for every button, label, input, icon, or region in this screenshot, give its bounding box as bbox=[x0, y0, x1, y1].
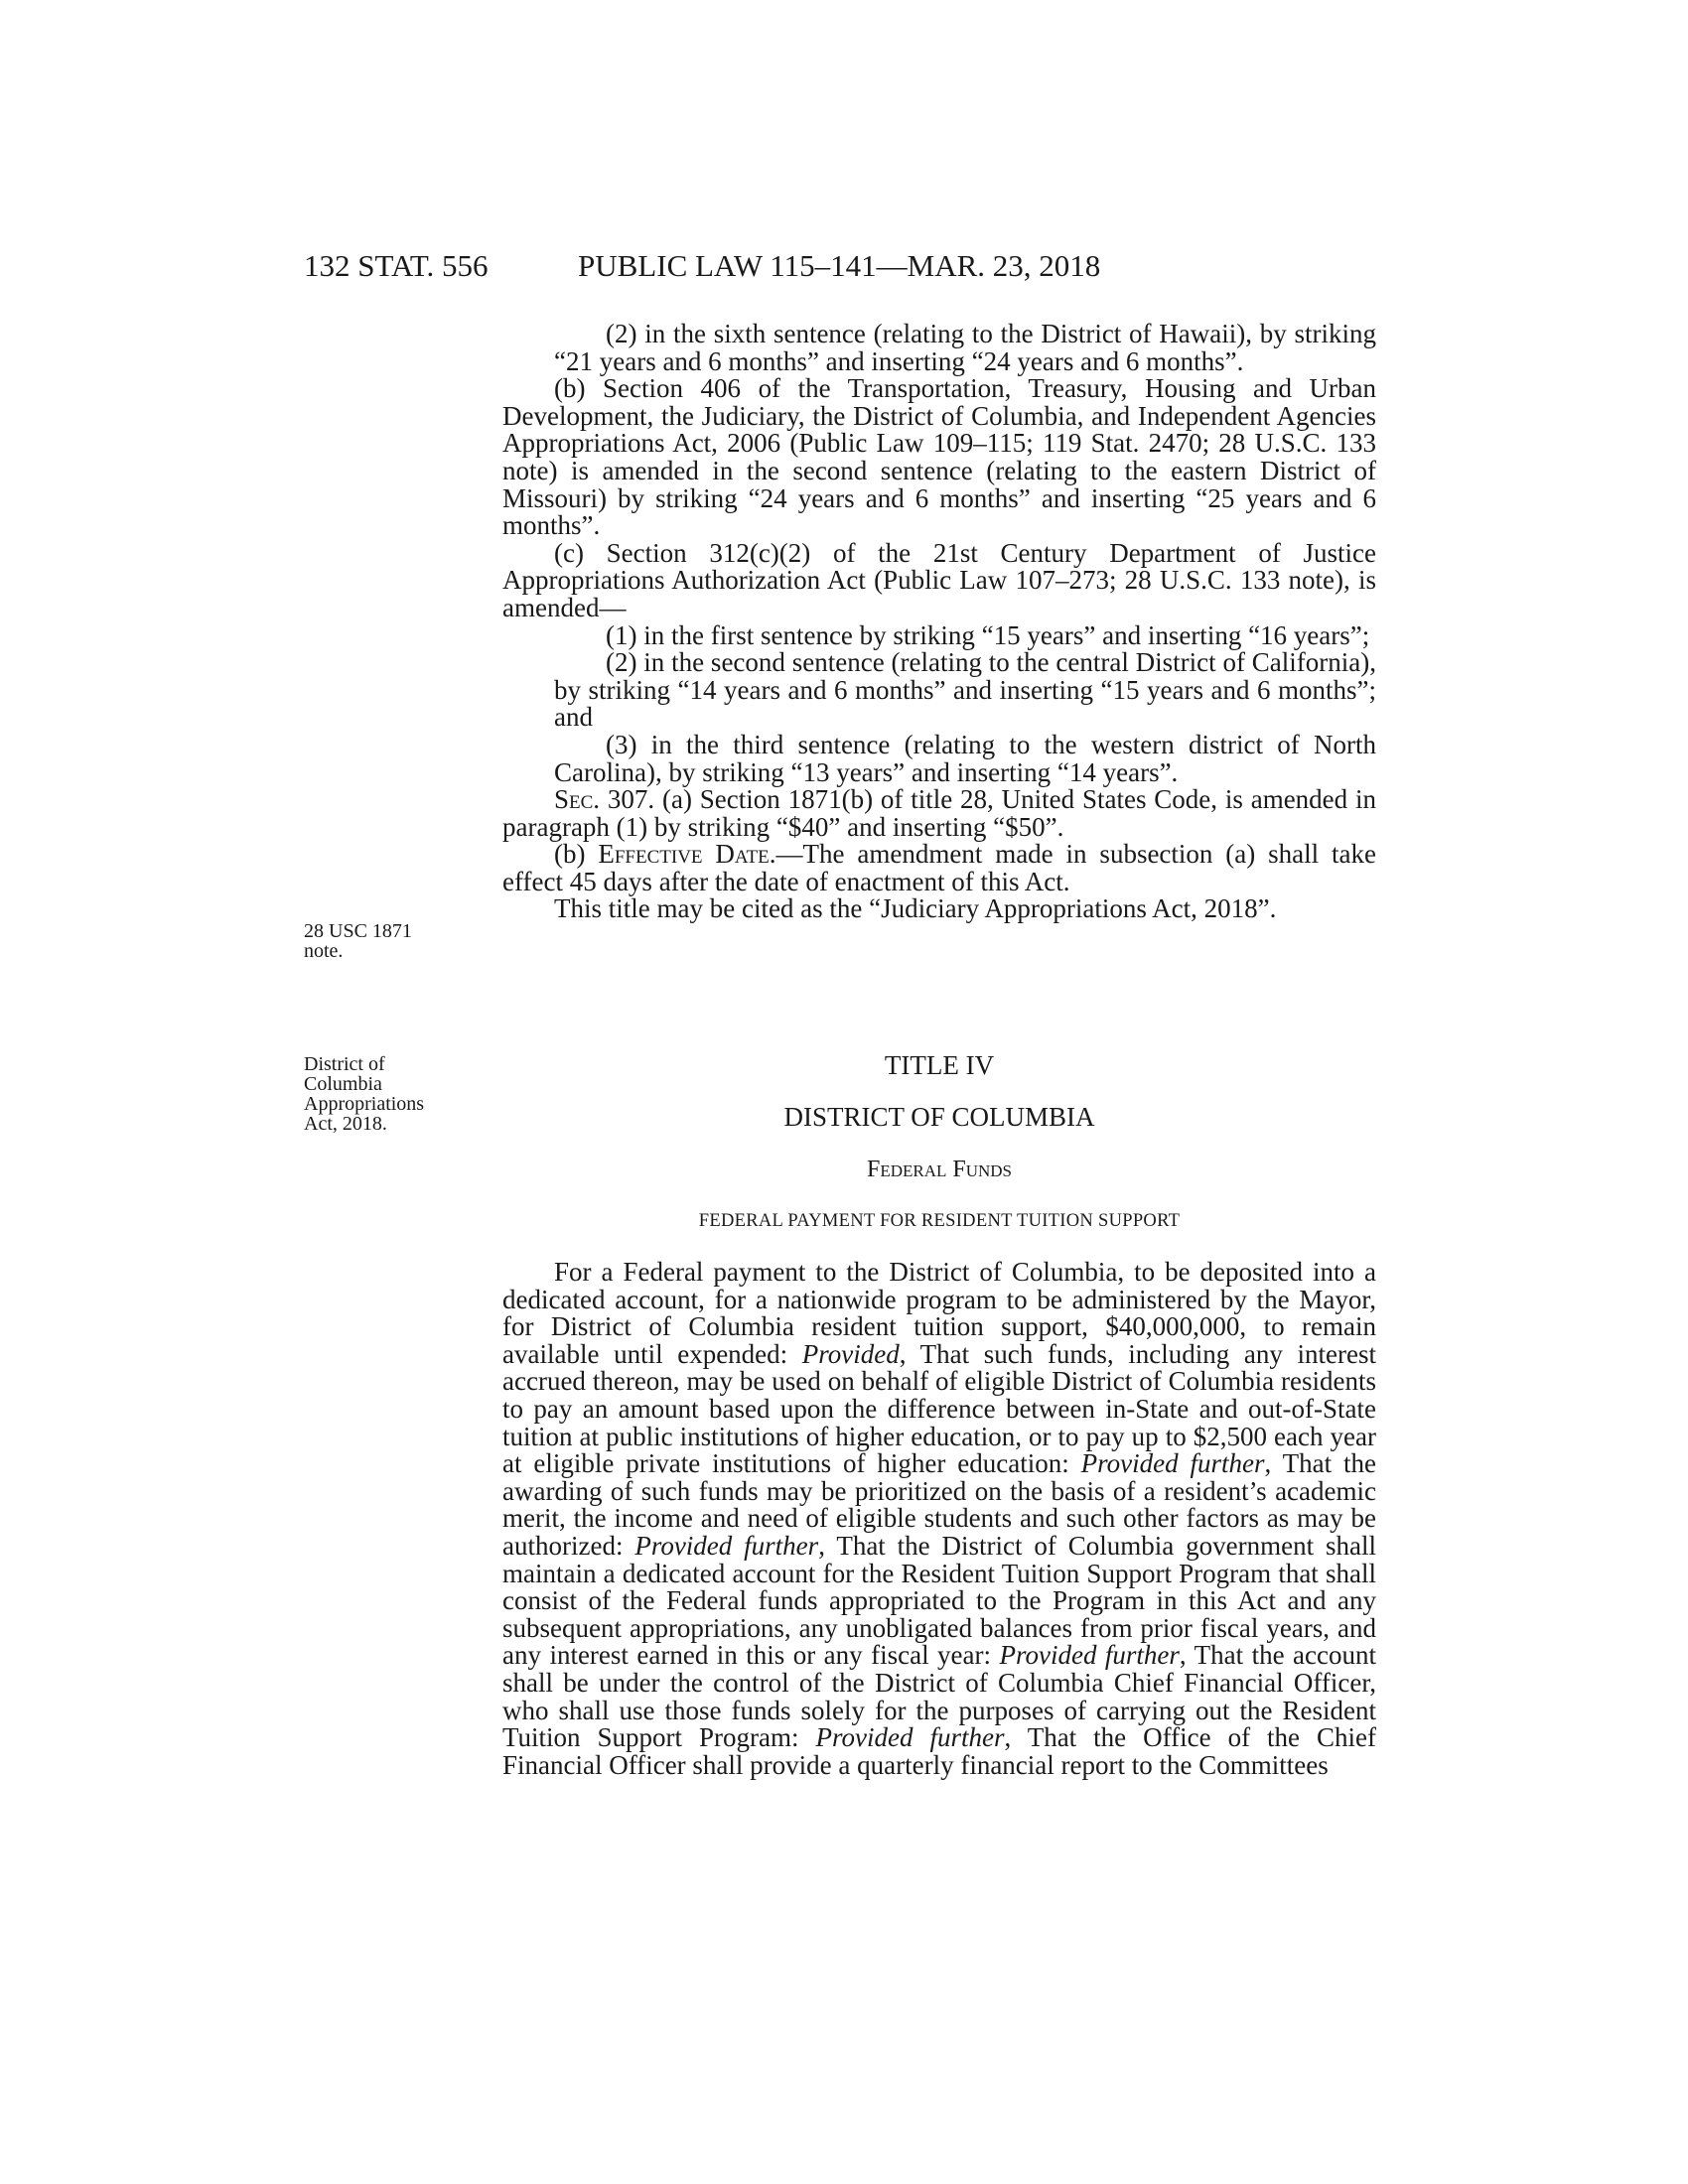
paragraph: (3) in the third sentence (relating to the western district of North Carolina), by striking “13 years” and inserting “14 years”. bbox=[554, 729, 1376, 787]
paragraph: (2) in the second sentence (relating to the central District of California), by striking “14 years and 6 months” and inserting “15 years and 6 months”; and bbox=[554, 647, 1376, 733]
paragraph-text: , That such funds, including any interest accrued thereon, may be used on behalf of eligible District of Columbia residents to pay an amount based upon the difference between in-State and out-of-State tuition at public institutions of higher education, or to pay up to $2,500 each year at eligible private institutions of higher education: bbox=[502, 1338, 1376, 1479]
proviso-label: Provided further bbox=[634, 1530, 819, 1561]
margin-note-line: Appropriations bbox=[304, 1093, 425, 1115]
paragraph: (b) Section 406 of the Transportation, Treasury, Housing and Urban Development, the Judiciary, the District of Columbia, and Independent Agencies Appropriations Act, 2006 (Public Law 109–115; 119 Stat. 2470; 28 U.S.C. 133 note) is amended in the second sentence (relating to the eastern District of Missouri) by striking “24 years and 6 months” and inserting “25 years and 6 months”. bbox=[502, 373, 1376, 541]
section-307-paragraph bbox=[502, 786, 1376, 841]
margin-note-line: Columbia bbox=[304, 1073, 382, 1095]
federal-payment-heading: FEDERAL PAYMENT FOR RESIDENT TUITION SUPPORT bbox=[698, 1211, 1181, 1231]
margin-note-line: 28 USC 1871 bbox=[304, 920, 412, 942]
paragraph-text: (b) bbox=[554, 839, 599, 870]
margin-note-usc bbox=[304, 921, 473, 961]
title-heading: TITLE IV bbox=[884, 1050, 995, 1080]
body-text-lower bbox=[502, 1259, 1376, 1779]
paragraph-text: , That the Office of the Chief Financial Officer shall provide a quarterly financial report to the Committees bbox=[502, 1722, 1376, 1780]
tuition-support-paragraph bbox=[502, 1259, 1376, 1779]
paragraph-text: .—The amendment made in subsection (a) shall take effect 45 days after the date of enactment of this Act. bbox=[502, 839, 1376, 896]
effective-date-paragraph bbox=[502, 841, 1376, 895]
paragraph: (2) in the sixth sentence (relating to the District of Hawaii), by striking “21 years and 6 months” and inserting “24 years and 6 months”. bbox=[554, 319, 1376, 376]
proviso-label: Provided bbox=[801, 1338, 900, 1369]
paragraph: (1) in the first sentence by striking “15 years” and inserting “16 years”; bbox=[606, 619, 1370, 650]
paragraph: (c) Section 312(c)(2) of the 21st Century Department of Justice Appropriations Authorization Act (Public Law 107–273; 28 U.S.C. 133 note), is amended— bbox=[502, 537, 1376, 622]
margin-note-line: District of bbox=[304, 1053, 385, 1075]
paragraph-text: , That the awarding of such funds may be prioritized on the basis of a resident’s academic merit, the income and need of eligible students and such other factors as may be authorized: bbox=[502, 1448, 1377, 1561]
effective-date-label: Effective Date bbox=[598, 839, 770, 870]
margin-note-line: Act, 2018. bbox=[304, 1113, 387, 1135]
sec-label: Sec. bbox=[554, 784, 601, 815]
proviso-label: Provided further bbox=[1080, 1448, 1265, 1479]
public-law-title: PUBLIC LAW 115–141—MAR. 23, 2018 bbox=[578, 248, 1101, 283]
paragraph: This title may be cited as the “Judiciary Appropriations Act, 2018”. bbox=[554, 893, 1277, 924]
body-text-upper bbox=[502, 321, 1376, 923]
paragraph-text: 307. (a) Section 1871(b) of title 28, United States Code, is amended in paragraph (1) by striking “$40” and inserting “$50”. bbox=[502, 784, 1376, 842]
proviso-label: Provided further bbox=[999, 1640, 1180, 1671]
proviso-label: Provided further bbox=[815, 1722, 1005, 1753]
margin-note-line: note. bbox=[304, 940, 344, 962]
margin-note-dc-act bbox=[304, 1054, 473, 1134]
paragraph-text: For a Federal payment to the District of Columbia, to be deposited into a dedicated account, for a nationwide program to be administered by the Mayor, for District of Columbia resident tuition support, $40,000,000, to remain available until expended: bbox=[502, 1257, 1376, 1369]
paragraph-text: , That the District of Columbia government shall maintain a dedicated account for the Resident Tuition Support Program that shall consist of the Federal funds appropriated to the Program in this Act and any subsequent appropriations, any unobligated balances from prior fiscal years, and any interest earned in this or any fiscal year: bbox=[502, 1530, 1376, 1671]
dc-heading: DISTRICT OF COLUMBIA bbox=[783, 1102, 1095, 1132]
page-header bbox=[304, 246, 1376, 286]
federal-funds-heading: Federal Funds bbox=[866, 1157, 1013, 1182]
stat-page-number: 132 STAT. 556 bbox=[304, 248, 489, 283]
paragraph-text: , That the account shall be under the control of the District of Columbia Chief Financial Officer, who shall use those funds solely for the purposes of carrying out the Resident Tuition Support Program: bbox=[502, 1640, 1376, 1753]
